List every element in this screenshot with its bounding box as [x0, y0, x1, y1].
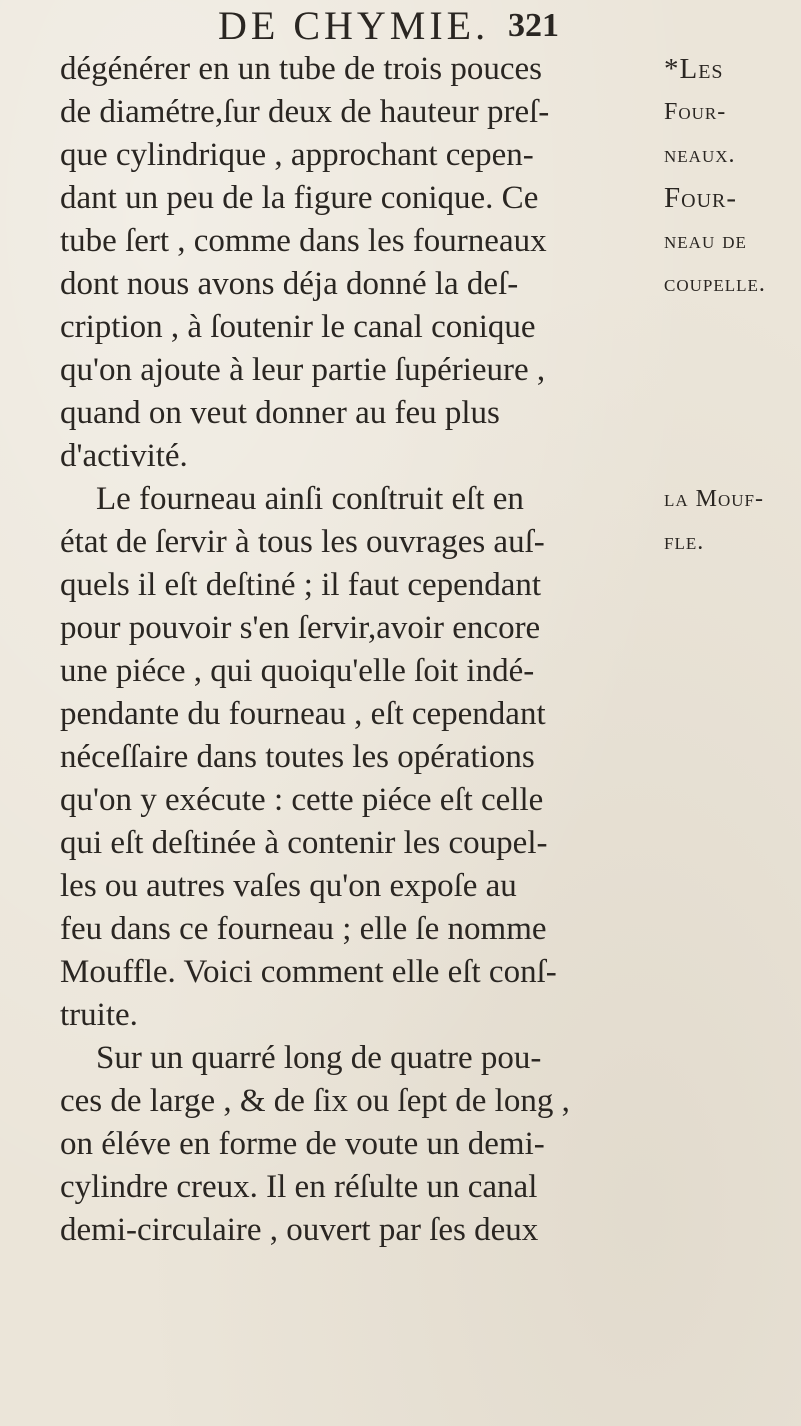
text-line: que cylindrique , approchant cepen- [60, 137, 534, 173]
text-line: qu'on ajoute à leur partie ſupérieure , [60, 352, 546, 388]
margin-note-line: Four- [664, 99, 727, 125]
text-line: tube ſert , comme dans les fourneaux [60, 223, 547, 259]
text-line: pendante du fourneau , eſt cependant [60, 696, 546, 732]
margin-note [664, 48, 801, 306]
text-line: ces de large , & de ſix ou ſept de long , [60, 1083, 570, 1119]
text-line: truite. [60, 997, 138, 1033]
text-line: quels il eſt deſtiné ; il faut cependant [60, 567, 542, 603]
text-line: Mouffle. Voici comment elle eſt conſ- [60, 954, 557, 990]
margin-note-line: fle. [664, 529, 705, 555]
margin-note-line: neau de [664, 228, 747, 254]
margin-note [664, 478, 801, 564]
text-line: de diamétre,ſur deux de hauteur preſ- [60, 94, 550, 130]
margin-note-line: coupelle. [664, 271, 766, 297]
text-line: état de ſervir à tous les ouvrages auſ- [60, 524, 545, 560]
text-line: cylindre creux. Il en réſulte un canal [60, 1169, 538, 1205]
text-line: dant un peu de la figure conique. Ce [60, 180, 539, 216]
text-line: Le fourneau ainſi conſtruit eſt en [96, 481, 524, 517]
text-line: dégénérer en un tube de trois pouces [60, 51, 542, 87]
text-line: cription , à ſoutenir le canal conique [60, 309, 536, 345]
running-head [178, 4, 578, 48]
text-line: feu dans ce fourneau ; elle ſe nomme [60, 911, 547, 947]
text-line: Sur un quarré long de quatre pou- [96, 1040, 542, 1076]
text-line: dont nous avons déja donné la deſ- [60, 266, 519, 302]
margin-note-line: neaux. [664, 142, 736, 168]
text-line: pour pouvoir s'en ſervir,avoir encore [60, 610, 541, 646]
text-line: qu'on y exécute : cette piéce eſt celle [60, 782, 544, 818]
text-line: les ou autres vaſes qu'on expoſe au [60, 868, 517, 904]
margin-note-line: Four- [664, 182, 738, 214]
running-title: DE CHYMIE. [218, 3, 490, 48]
margin-note-line: la Mouf- [664, 486, 765, 512]
text-line: néceſſaire dans toutes les opérations [60, 739, 535, 775]
text-line: quand on veut donner au feu plus [60, 395, 500, 431]
margin-note-line: *Les [664, 53, 724, 85]
text-line: on éléve en forme de voute un demi- [60, 1126, 545, 1162]
body-text [60, 48, 650, 1252]
text-line: qui eſt deſtinée à contenir les coupel- [60, 825, 548, 861]
page-number: 321 [508, 7, 559, 44]
text-line: d'activité. [60, 438, 188, 474]
text-line: demi-circulaire , ouvert par ſes deux [60, 1212, 539, 1248]
text-line: une piéce , qui quoiqu'elle ſoit indé- [60, 653, 535, 689]
